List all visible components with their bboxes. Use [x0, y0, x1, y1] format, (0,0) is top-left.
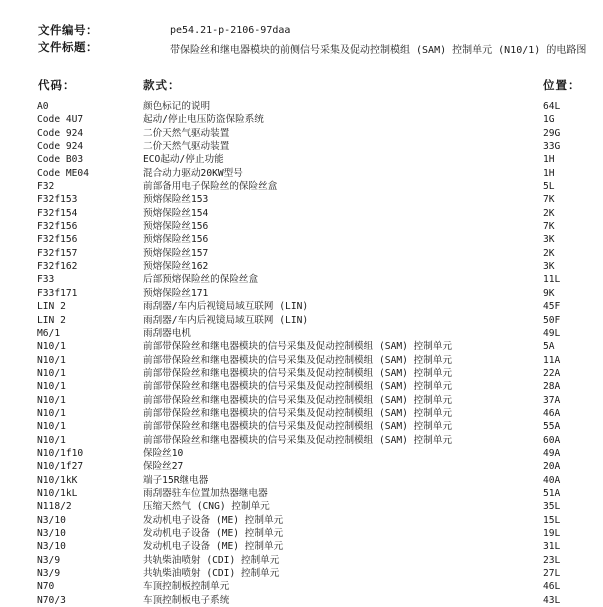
column-header-code: 代码：: [38, 78, 76, 92]
row-description: 预熔保险丝156: [143, 221, 209, 233]
row-code: N70: [37, 581, 55, 593]
list-item: [0, 167, 603, 180]
row-code: Code B03: [37, 154, 84, 166]
row-position: 50F: [543, 314, 561, 326]
row-description: 预熔保险丝162: [143, 261, 209, 273]
list-item: [0, 554, 603, 567]
row-description: 端子15R继电器: [143, 474, 209, 486]
row-code: F32f156: [37, 234, 78, 246]
row-description: 预熔保险丝154: [143, 207, 209, 219]
list-item: [0, 514, 603, 527]
row-code: F32f154: [37, 207, 78, 219]
list-item: [0, 474, 603, 487]
list-item: [0, 500, 603, 513]
row-position: 51A: [543, 487, 561, 499]
row-position: 46L: [543, 581, 561, 593]
list-item: [0, 340, 603, 353]
row-position: 37A: [543, 394, 561, 406]
row-position: 64L: [543, 101, 561, 112]
list-item: [0, 193, 603, 206]
list-item: [0, 527, 603, 540]
row-code: F32f156: [37, 221, 78, 233]
row-position: 27L: [543, 568, 561, 580]
list-item: [0, 394, 603, 407]
row-description: 车顶控制板电子系统: [143, 594, 230, 606]
row-description: 前部带保险丝和继电器模块的信号采集及促动控制模组 (SAM) 控制单元: [143, 394, 453, 406]
list-item: [0, 434, 603, 447]
list-item: [0, 140, 603, 153]
row-description: 共轨柴油喷射 (CDI) 控制单元: [143, 554, 280, 566]
list-item: [0, 233, 603, 246]
row-code: N118/2: [37, 501, 72, 513]
row-description: ECO起动/停止功能: [143, 154, 224, 166]
row-code: N10/1: [37, 394, 66, 406]
row-code: N10/1: [37, 354, 66, 366]
doc-title-label: 文件标题：: [38, 40, 98, 54]
row-code: N10/1: [37, 407, 66, 419]
row-position: 28A: [543, 381, 561, 393]
row-description: 发动机电子设备 (ME) 控制单元: [143, 514, 284, 526]
row-position: 60A: [543, 434, 561, 446]
row-description: 预熔保险丝156: [143, 234, 209, 246]
list-item: [0, 153, 603, 166]
row-description: 发动机电子设备 (ME) 控制单元: [143, 541, 284, 553]
row-code: A0: [37, 101, 49, 112]
row-description: 前部带保险丝和继电器模块的信号采集及促动控制模组 (SAM) 控制单元: [143, 367, 453, 379]
list-item: [0, 100, 603, 113]
list-item: [0, 287, 603, 300]
row-code: N10/1kL: [37, 487, 78, 499]
list-item: [0, 127, 603, 140]
row-description: 起动/停止电压防盗保险系统: [143, 114, 264, 126]
list-item: [0, 540, 603, 553]
row-description: 雨刮器驻车位置加热器继电器: [143, 487, 268, 499]
row-code: N10/1: [37, 341, 66, 353]
row-position: 35L: [543, 501, 561, 513]
row-code: N3/10: [37, 514, 66, 526]
row-position: 45F: [543, 301, 561, 313]
row-description: 共轨柴油喷射 (CDI) 控制单元: [143, 568, 280, 580]
row-code: Code 924: [37, 141, 84, 153]
row-description: 二价天然气驱动装置: [143, 141, 230, 153]
row-description: 预熔保险丝157: [143, 247, 209, 259]
row-code: N10/1f10: [37, 447, 84, 459]
row-code: N10/1: [37, 381, 66, 393]
row-code: LIN 2: [37, 314, 66, 326]
row-code: F32f162: [37, 261, 78, 273]
row-code: N10/1: [37, 434, 66, 446]
list-item: [0, 420, 603, 433]
row-code: F32f153: [37, 194, 78, 206]
row-code: F33f171: [37, 287, 78, 299]
row-description: 预熔保险丝153: [143, 194, 209, 206]
row-position: 22A: [543, 367, 561, 379]
row-code: LIN 2: [37, 301, 66, 313]
row-position: 2K: [543, 247, 555, 259]
row-code: M6/1: [37, 327, 61, 339]
row-description: 混合动力驱动20KW型号: [143, 167, 243, 179]
row-position: 15L: [543, 514, 561, 526]
list-item: [0, 447, 603, 460]
row-position: 49A: [543, 447, 561, 459]
component-list: [0, 100, 603, 607]
row-code: F32f157: [37, 247, 78, 259]
column-header-description: 款式：: [143, 78, 181, 92]
list-item: [0, 220, 603, 233]
list-item: [0, 327, 603, 340]
list-item: [0, 207, 603, 220]
row-code: N70/3: [37, 594, 66, 606]
row-description: 前部带保险丝和继电器模块的信号采集及促动控制模组 (SAM) 控制单元: [143, 421, 453, 433]
row-position: 7K: [543, 194, 555, 206]
row-position: 23L: [543, 554, 561, 566]
list-item: [0, 260, 603, 273]
list-item: [0, 367, 603, 380]
row-code: F33: [37, 274, 55, 286]
row-position: 11L: [543, 274, 561, 286]
row-description: 二价天然气驱动装置: [143, 127, 230, 139]
row-code: N10/1f27: [37, 461, 84, 473]
list-item: [0, 567, 603, 580]
row-code: Code 4U7: [37, 114, 84, 126]
row-code: N3/9: [37, 568, 61, 580]
row-code: Code 924: [37, 127, 84, 139]
list-item: [0, 407, 603, 420]
doc-title-value: 带保险丝和继电器模块的前侧信号采集及促动控制模组 (SAM) 控制单元 (N10/1) 的电路图: [170, 45, 587, 56]
row-position: 40A: [543, 474, 561, 486]
row-position: 43L: [543, 594, 561, 606]
row-description: 雨刮器/车内后视镜局域互联网 (LIN): [143, 314, 309, 326]
list-item: [0, 380, 603, 393]
list-item: [0, 594, 603, 607]
column-header-position: 位置：: [543, 78, 581, 92]
row-position: 7K: [543, 221, 555, 233]
row-code: N3/10: [37, 541, 66, 553]
row-description: 前部带保险丝和继电器模块的信号采集及促动控制模组 (SAM) 控制单元: [143, 341, 453, 353]
row-description: 前部带保险丝和继电器模块的信号采集及促动控制模组 (SAM) 控制单元: [143, 434, 453, 446]
row-code: Code ME04: [37, 167, 89, 179]
list-item: [0, 247, 603, 260]
list-item: [0, 487, 603, 500]
row-position: 5A: [543, 341, 555, 353]
row-position: 5L: [543, 181, 555, 193]
row-position: 55A: [543, 421, 561, 433]
row-code: N10/1kK: [37, 474, 78, 486]
row-position: 46A: [543, 407, 561, 419]
row-description: 前部带保险丝和继电器模块的信号采集及促动控制模组 (SAM) 控制单元: [143, 354, 453, 366]
row-description: 雨刮器电机: [143, 327, 191, 339]
row-description: 前部备用电子保险丝的保险丝盒: [143, 181, 278, 193]
row-description: 前部带保险丝和继电器模块的信号采集及促动控制模组 (SAM) 控制单元: [143, 407, 453, 419]
row-description: 发动机电子设备 (ME) 控制单元: [143, 528, 284, 539]
row-description: 预熔保险丝171: [143, 287, 209, 299]
list-item: [0, 273, 603, 286]
row-description: 车顶控制板控制单元: [143, 581, 230, 593]
row-position: 20A: [543, 461, 561, 473]
row-position: 33G: [543, 141, 561, 153]
row-code: F32: [37, 181, 55, 193]
row-position: 31L: [543, 541, 561, 553]
row-code: N3/10: [37, 528, 66, 539]
row-position: 9K: [543, 287, 555, 299]
row-position: 19L: [543, 528, 561, 539]
row-position: 3K: [543, 234, 555, 246]
list-item: [0, 300, 603, 313]
row-description: 保险丝27: [143, 461, 184, 473]
row-description: 后部预熔保险丝的保险丝盒: [143, 274, 259, 286]
row-position: 49L: [543, 327, 561, 339]
row-description: 颜色标记的说明: [143, 101, 211, 112]
row-description: 雨刮器/车内后视镜局域互联网 (LIN): [143, 301, 309, 313]
row-position: 11A: [543, 354, 561, 366]
list-item: [0, 180, 603, 193]
row-position: 1G: [543, 114, 555, 126]
row-code: N10/1: [37, 421, 66, 433]
row-description: 压缩天然气 (CNG) 控制单元: [143, 501, 270, 513]
row-position: 1H: [543, 167, 555, 179]
row-position: 2K: [543, 207, 555, 219]
row-position: 29G: [543, 127, 561, 139]
row-code: N10/1: [37, 367, 66, 379]
row-description: 保险丝10: [143, 447, 184, 459]
row-code: N3/9: [37, 554, 61, 566]
list-item: [0, 314, 603, 327]
doc-number-label: 文件编号：: [38, 23, 98, 37]
row-position: 1H: [543, 154, 555, 166]
list-item: [0, 354, 603, 367]
row-description: 前部带保险丝和继电器模块的信号采集及促动控制模组 (SAM) 控制单元: [143, 381, 453, 393]
row-position: 3K: [543, 261, 555, 273]
list-item: [0, 580, 603, 593]
list-item: [0, 460, 603, 473]
doc-number-value: pe54.21-p-2106-97daa: [170, 25, 291, 36]
list-item: [0, 113, 603, 126]
